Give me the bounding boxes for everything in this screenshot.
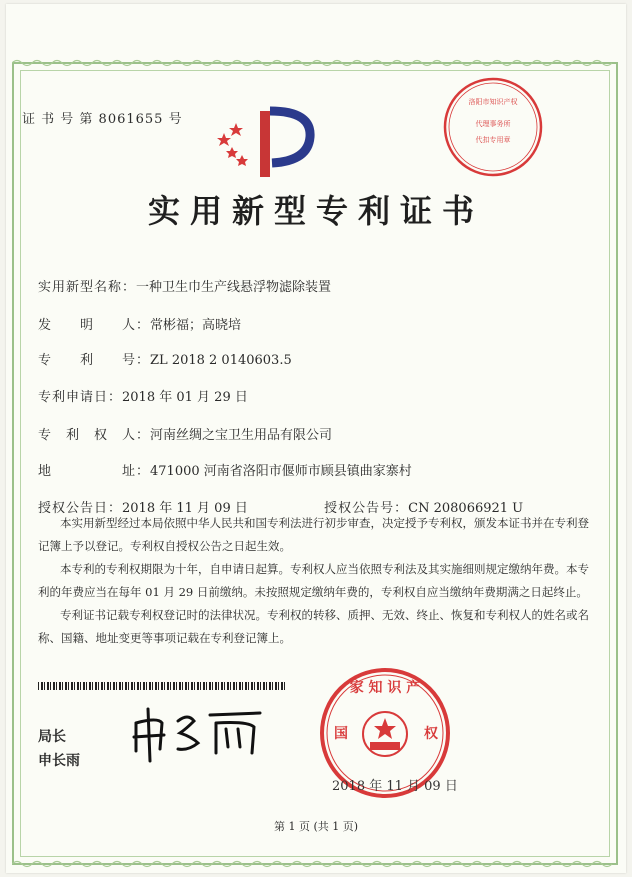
- svg-text:家 知 识 产: 家 知 识 产: [349, 680, 421, 696]
- paragraph-term: 本专利的专利权期限为十年，自申请日起算。专利权人应当依照专利法及其实施细则规定缴纳年费。本专利的年费应当在每年 01 月 29 日前缴纳。未按照规定缴纳年费的，专利权自应当缴纳年费期满之日起终止。: [38, 562, 589, 599]
- field-value: ZL 2018 2 0140603.5: [150, 353, 292, 368]
- certificate-number-label: 证 书 号 第: [22, 112, 94, 127]
- certificate-number-suffix: 号: [168, 112, 183, 127]
- certificate-title: 实用新型专利证书: [147, 192, 484, 230]
- page-number: 第 1 页 (共 1 页): [273, 820, 359, 833]
- field-label: 专 利 号：: [38, 353, 151, 368]
- field-value: 河南丝绸之宝卫生用品有限公司: [150, 428, 333, 443]
- svg-text:国: 国: [334, 726, 348, 742]
- field-value: 471000 河南省洛阳市偃师市顾县镇曲家寨村: [150, 464, 412, 479]
- field-inventor: [38, 314, 241, 333]
- director-name: 申长雨: [38, 753, 80, 769]
- field-address: [38, 460, 412, 479]
- field-application-date: [38, 386, 248, 405]
- paragraph-grant: 本实用新型经过本局依照中华人民共和国专利法进行初步审查，决定授予专利权，颁发本证书并在专利登记簿上予以登记。专利权自授权公告之日起生效。: [38, 516, 589, 553]
- field-patent-number: [38, 349, 292, 368]
- announce-number-label: 授权公告号：: [324, 501, 409, 516]
- field-label: 实用新型名称：: [38, 280, 137, 295]
- paragraph-legal-status: 专利证书记载专利权登记时的法律状况。专利权的转移、质押、无效、终止、恢复和专利权人的姓名或名称、国籍、地址变更等事项记载在专利登记簿上。: [38, 608, 589, 645]
- patent-office-logo-icon: [212, 103, 322, 183]
- director-signature: [128, 703, 268, 763]
- announce-number-value: CN 208066921 U: [408, 501, 524, 516]
- field-label: 专 利 权 人：: [38, 428, 151, 443]
- field-value: 一种卫生巾生产线悬浮物滤除装置: [136, 280, 332, 295]
- svg-text:代扣专用章: 代扣专用章: [475, 136, 511, 144]
- field-label: 发 明 人：: [38, 318, 151, 333]
- field-value: 常彬福；高晓培: [150, 318, 242, 333]
- announce-date-value: 2018 年 11 月 09 日: [122, 501, 248, 516]
- field-patentee: [38, 424, 332, 443]
- announce-date-label: 授权公告日：: [38, 501, 123, 516]
- bottom-ornament: [12, 859, 618, 869]
- svg-text:洛阳市知识产权: 洛阳市知识产权: [468, 98, 518, 106]
- certificate-number-value: 8061655: [98, 112, 164, 127]
- field-label: 地 址：: [38, 464, 151, 479]
- agency-seal-icon: [440, 74, 546, 180]
- certificate-number: [22, 108, 183, 127]
- issue-date: 2018 年 11 月 09 日: [332, 779, 458, 794]
- top-ornament: [12, 58, 618, 68]
- svg-text:权: 权: [424, 726, 438, 742]
- field-value: 2018 年 01 月 29 日: [122, 390, 248, 405]
- svg-text:代理事务所: 代理事务所: [475, 120, 511, 128]
- field-utility-model-name: [38, 276, 331, 295]
- director-title: 局长: [38, 729, 66, 745]
- barcode: [38, 682, 286, 690]
- field-label: 专利申请日：: [38, 390, 123, 405]
